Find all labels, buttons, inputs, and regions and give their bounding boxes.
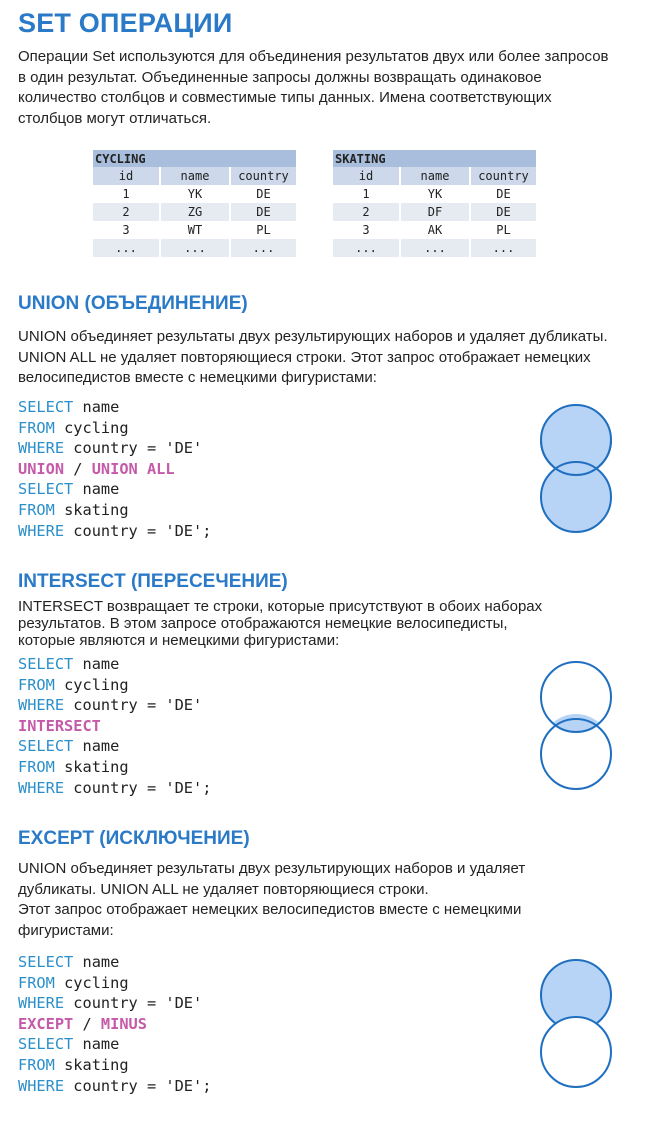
except-code-block [18,952,211,1096]
table-row [93,185,296,203]
table-cell: DE [229,185,296,203]
except-venn-diagram [535,955,619,1093]
table-cell: 1 [93,185,159,203]
sql-keyword: FROM [18,757,55,776]
table-cell: DE [229,203,296,221]
sql-keyword: SELECT [18,480,74,499]
sql-token: name [82,953,120,971]
sql-token: name [82,1035,120,1054]
table-name: SKATING [333,150,536,167]
intersect-code-block [18,654,211,798]
table-name: CYCLING [93,150,296,167]
union-heading: UNION (ОБЪЕДИНЕНИЕ) [18,293,248,314]
column-header: country [469,167,536,185]
table-cell: WT [159,221,229,239]
sql-token: name [82,398,120,416]
except-heading: EXCEPT (ИСКЛЮЧЕНИЕ) [18,828,250,849]
union-venn-diagram [535,400,619,538]
intersect-heading: INTERSECT (ПЕРЕСЕЧЕНИЕ) [18,571,288,592]
sql-token: skating [64,757,129,776]
table-cell: ... [229,239,296,257]
sql-token: name [82,480,120,499]
description-line: результатов. В этом запросе отображаются немецкие велосипедисты, [18,615,508,632]
sql-keyword: WHERE [18,994,65,1013]
table-cell: 2 [333,203,399,221]
description-line: Этот запрос отображает немецких велосипедистов вместе с немецкими [18,901,522,918]
column-header: name [399,167,469,185]
sql-keyword: WHERE [18,439,65,458]
table-cell: 3 [93,221,159,239]
description-line: дубликаты. UNION ALL не удаляет повторяющиеся строки. [18,880,429,898]
table-row [333,185,536,203]
table-cell: 2 [93,203,159,221]
table-row [93,221,296,239]
cycling-table [93,150,296,257]
sql-token: country = 'DE'; [73,521,212,540]
sql-token: cycling [64,675,129,694]
sql-keyword: WHERE [18,1076,65,1095]
table-cell: ... [399,239,469,257]
sql-keyword: SELECT [18,655,74,673]
sql-keyword: FROM [18,500,55,519]
table-cell: YK [399,185,469,203]
table-cell: ... [333,239,399,257]
description-line: фигуристами: [18,921,114,939]
intersect-venn-diagram [535,657,619,795]
table-cell: 3 [333,221,399,239]
venn-circle-bottom [541,462,611,532]
sql-keyword: FROM [18,973,55,992]
sql-keyword: SELECT [18,1035,74,1054]
description-line: которые являются и немецкими фигуристами: [18,632,340,649]
skating-table [333,150,536,257]
table-cell: PL [469,221,536,239]
venn-circle-bottom [541,1017,611,1087]
sql-token: / [82,1014,92,1033]
column-header: id [93,167,159,185]
table-row [333,239,536,257]
sql-operator: EXCEPT [18,1014,74,1033]
table-row [333,221,536,239]
sql-keyword: FROM [18,1055,55,1074]
sql-keyword: WHERE [18,778,65,797]
sql-token: country = 'DE'; [73,1076,212,1095]
table-cell: ... [93,239,159,257]
sql-keyword: FROM [18,675,55,694]
table-cell: DF [399,203,469,221]
description-line: INTERSECT возвращает те строки, которые присутствуют в обоих наборах [18,598,543,615]
table-cell: ... [469,239,536,257]
table-cell: ZG [159,203,229,221]
column-header: name [159,167,229,185]
union-description: UNION объединяет результаты двух результирующих наборов и удаляет дубликаты. UNION ALL не удаляет повторяющиеся строки. Этот запрос отображает немецких велосипедистов вместе с немецкими фигуристами: [18,328,608,386]
sql-token: cycling [64,973,129,992]
intersect-description [18,598,618,649]
sql-keyword: FROM [18,418,55,437]
except-description [18,859,618,941]
sql-token: / [73,459,83,478]
union-code-block [18,397,211,541]
sql-operator: INTERSECT [18,716,101,735]
column-header: country [229,167,296,185]
table-row [93,203,296,221]
sql-token: country = 'DE' [73,439,203,458]
sql-token: country = 'DE'; [73,778,212,797]
sql-token: name [82,737,120,756]
intro-paragraph: Операции Set используются для объединения результатов двух или более запросов в один результат. Объединенные запросы должны возвращать одинаковое количество столбцов и совместимые типы данных. Имена соответствующих столбцов могут отличаться. [18,48,609,127]
sql-keyword: SELECT [18,953,74,971]
sql-token: country = 'DE' [73,994,203,1013]
sql-token: skating [64,1055,129,1074]
sql-token: country = 'DE' [73,696,203,715]
sql-operator: MINUS [100,1014,147,1033]
sql-token: name [82,655,120,673]
table-cell: AK [399,221,469,239]
table-cell: DE [469,203,536,221]
table-cell: 1 [333,185,399,203]
sql-keyword: WHERE [18,696,65,715]
sql-token: cycling [64,418,129,437]
table-cell: YK [159,185,229,203]
sql-keyword: SELECT [18,398,74,416]
table-row [333,203,536,221]
sql-operator: UNION ALL [91,459,175,478]
sql-token: skating [64,500,129,519]
table-cell: ... [159,239,229,257]
table-cell: PL [229,221,296,239]
sql-keyword: WHERE [18,521,65,540]
page-title: SET ОПЕРАЦИИ [18,8,233,38]
description-line: UNION объединяет результаты двух результирующих наборов и удаляет [18,860,526,877]
column-header: id [333,167,399,185]
table-row [93,239,296,257]
sql-operator: UNION [18,459,65,478]
sql-keyword: SELECT [18,737,74,756]
table-cell: DE [469,185,536,203]
